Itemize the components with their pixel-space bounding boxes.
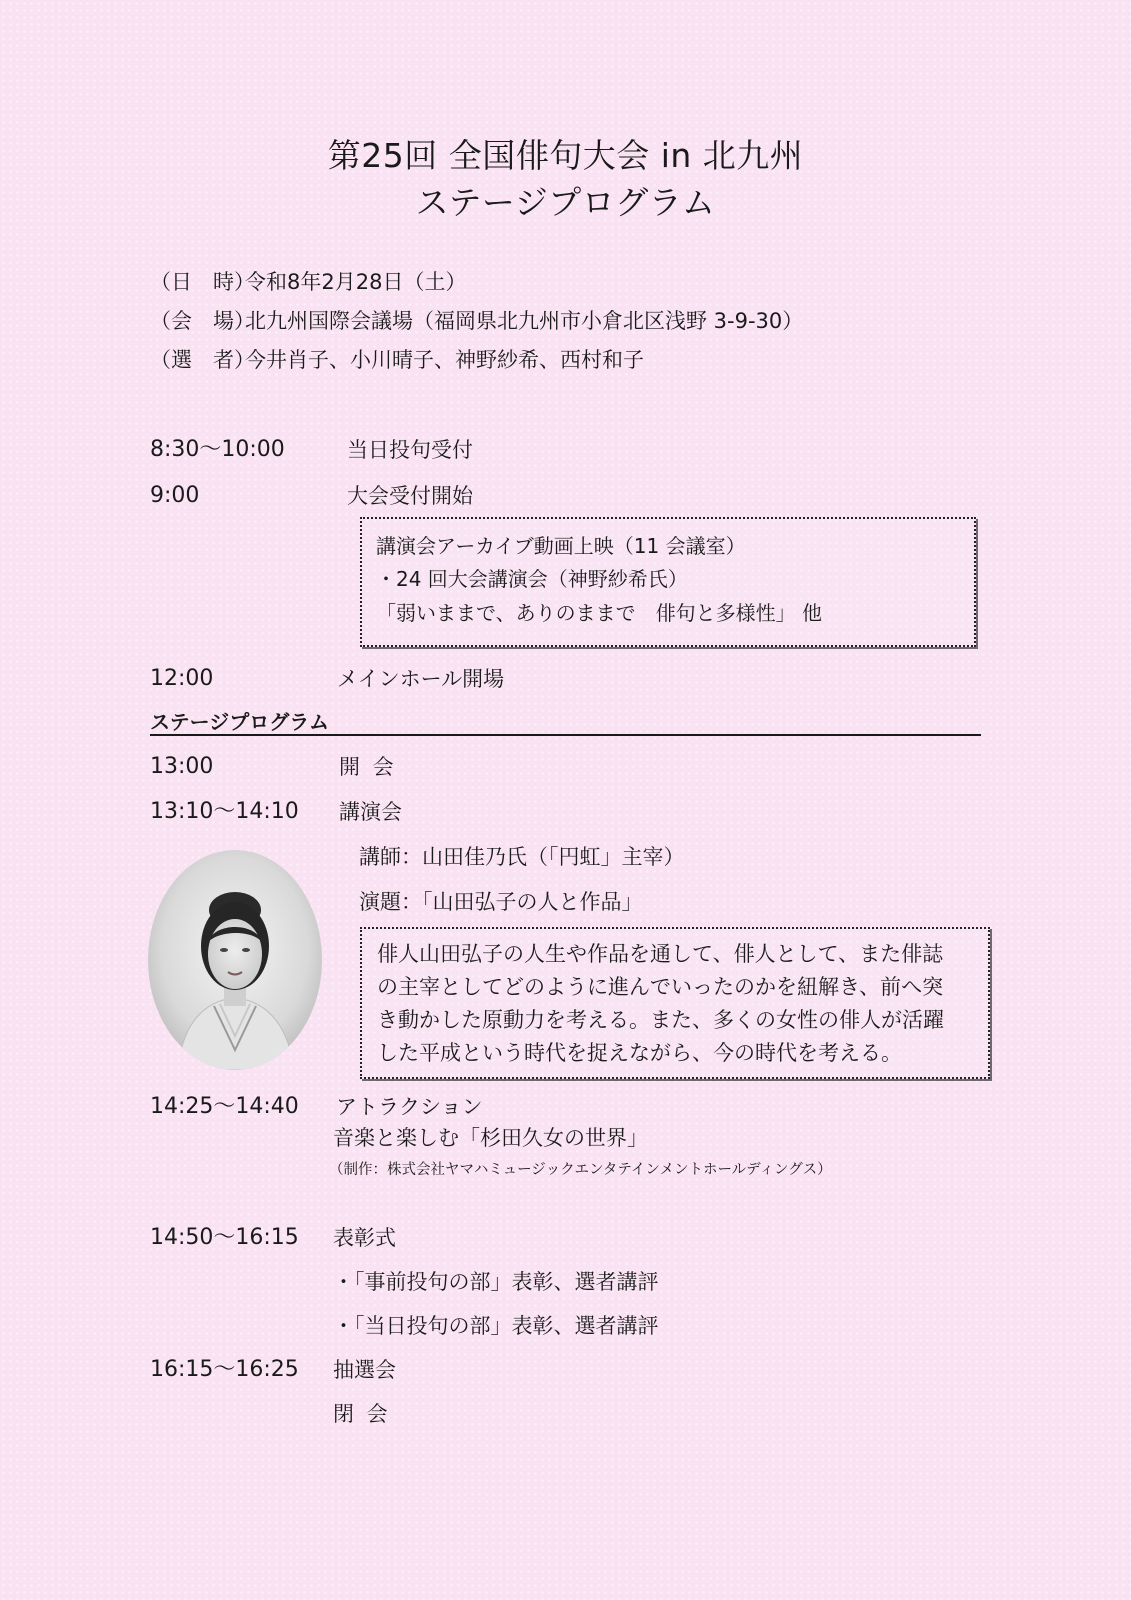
- schedule-time: 12:00: [150, 666, 214, 691]
- archive-line: 講演会アーカイブ動画上映（11 会議室）: [376, 534, 746, 558]
- award-item: ・「当日投句の部」表彰、選者講評: [333, 1314, 659, 1338]
- schedule-time: 13:00: [150, 754, 214, 779]
- page-subtitle: ステージプログラム: [415, 183, 716, 222]
- schedule-time: 9:00: [150, 483, 200, 508]
- lecture-topic: 演題：「山田弘子の人と作品」: [359, 890, 643, 914]
- closing-event: 閉 会: [333, 1402, 391, 1426]
- info-label: （会 場）: [150, 309, 255, 333]
- award-item: ・「事前投句の部」表彰、選者講評: [333, 1270, 659, 1294]
- attraction-credit: （制作：株式会社ヤマハミュージックエンタテインメントホールディングス）: [329, 1162, 832, 1178]
- description-line: き動かした原動力を考える。また、多くの女性の俳人が活躍: [377, 1008, 944, 1032]
- schedule-event: 抽選会: [333, 1358, 396, 1382]
- lecturer-photo: [148, 850, 322, 1070]
- info-label: （選 者）: [150, 348, 255, 372]
- info-row-judges: [150, 346, 644, 374]
- lecturer-name: 講師：山田佳乃氏（「円虹」主宰）: [359, 845, 685, 869]
- lecture-description-box: [360, 927, 990, 1079]
- info-row-venue: [150, 307, 803, 335]
- schedule-event: 大会受付開始: [347, 484, 473, 508]
- page-title: 第25回 全国俳句大会 in 北九州: [327, 136, 804, 175]
- schedule-event: 表彰式: [333, 1226, 396, 1250]
- schedule-time: 14:25～14:40: [150, 1094, 299, 1119]
- info-value: 北九州国際会議場（福岡県北九州市小倉北区浅野 3-9-30）: [245, 309, 804, 333]
- lecturer-photo-image: [148, 850, 322, 1070]
- archive-line: ・24 回大会講演会（神野紗希氏）: [376, 567, 688, 591]
- attraction-title: 音楽と楽しむ「杉田久女の世界」: [333, 1126, 648, 1150]
- schedule-event: 当日投句受付: [347, 438, 473, 462]
- description-line: した平成という時代を捉えながら、今の時代を考える。: [377, 1041, 902, 1065]
- schedule-time: 8:30～10:00: [150, 437, 285, 462]
- schedule-event: メインホール開場: [337, 667, 505, 691]
- archive-line: 「弱いままで、ありのままで 俳句と多様性」 他: [376, 601, 822, 625]
- schedule-time: 16:15～16:25: [150, 1357, 299, 1382]
- archive-notice-box: [360, 517, 976, 647]
- schedule-event: アトラクション: [336, 1095, 483, 1119]
- info-row-date: [150, 268, 466, 296]
- schedule-event: 開 会: [339, 755, 397, 779]
- section-heading: ステージプログラム: [150, 710, 329, 734]
- info-value: 今井肖子、小川晴子、神野紗希、西村和子: [245, 348, 644, 372]
- schedule-time: 14:50～16:15: [150, 1225, 299, 1250]
- info-value: 令和8年2月28日（土）: [245, 270, 467, 294]
- info-label: （日 時）: [150, 270, 255, 294]
- schedule-time: 13:10～14:10: [150, 799, 299, 824]
- schedule-event: 講演会: [339, 800, 402, 824]
- description-line: 俳人山田弘子の人生や作品を通して、俳人として、また俳誌: [377, 942, 944, 966]
- description-line: の主宰としてどのように進んでいったのかを紐解き、前へ突: [377, 975, 944, 999]
- section-divider: [150, 734, 981, 736]
